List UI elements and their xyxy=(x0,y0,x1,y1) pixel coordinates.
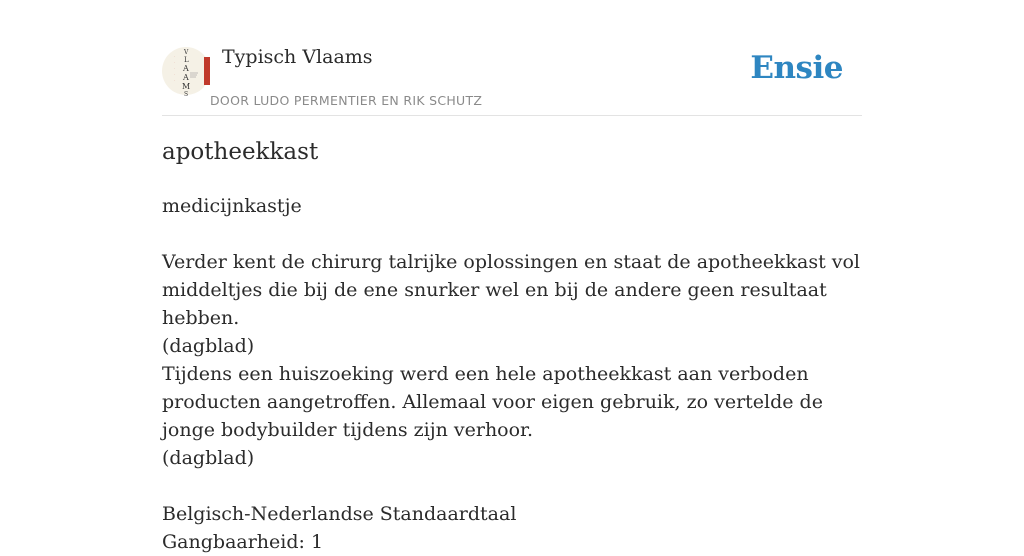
header xyxy=(162,0,862,116)
entry-register: Belgisch-Nederlandse Standaardtaal xyxy=(162,503,517,525)
page xyxy=(162,0,862,553)
example-2: Tijdens een huiszoeking werd een hele apotheekkast aan verboden producten aangetroffen. Allemaal voor eigen gebruik, zo vertelde de jonge bodybuilder tijdens zijn verhoor. xyxy=(162,363,823,441)
book-title[interactable]: Typisch Vlaams xyxy=(222,46,373,68)
svg-text:·: · xyxy=(174,60,175,64)
svg-text:·: · xyxy=(174,54,175,58)
logo-letter-2: L xyxy=(184,56,189,64)
logo-letter-3: A xyxy=(183,64,189,73)
entry-term: apotheekkast xyxy=(162,139,319,165)
spacer xyxy=(162,472,862,500)
logo-letter-1: V xyxy=(184,49,189,56)
book-logo[interactable] xyxy=(162,47,210,98)
svg-text:·: · xyxy=(174,72,175,76)
logo-letter-5: M xyxy=(182,82,191,91)
entry-frequency: Gangbaarheid: 1 xyxy=(162,531,324,553)
book-cover-icon xyxy=(162,47,210,98)
example-source-1: (dagblad) xyxy=(162,335,255,357)
book-authors: DOOR LUDO PERMENTIER EN RIK SCHUTZ xyxy=(210,93,483,108)
spacer xyxy=(162,220,862,248)
svg-text:·: · xyxy=(174,78,175,82)
logo-letter-6: S xyxy=(184,91,189,98)
entry-definition: medicijnkastje xyxy=(162,195,302,217)
example-1: Verder kent de chirurg talrijke oplossingen en staat de apotheekkast vol middeltjes die bij de ene snurker wel en bij de andere geen resultaat hebben. xyxy=(162,251,861,329)
logo-letter-4: A xyxy=(183,73,189,82)
example-source-2: (dagblad) xyxy=(162,447,255,469)
entry-content xyxy=(162,192,862,556)
svg-text:·: · xyxy=(174,66,175,70)
ensie-logo[interactable]: Ensie xyxy=(750,50,843,86)
